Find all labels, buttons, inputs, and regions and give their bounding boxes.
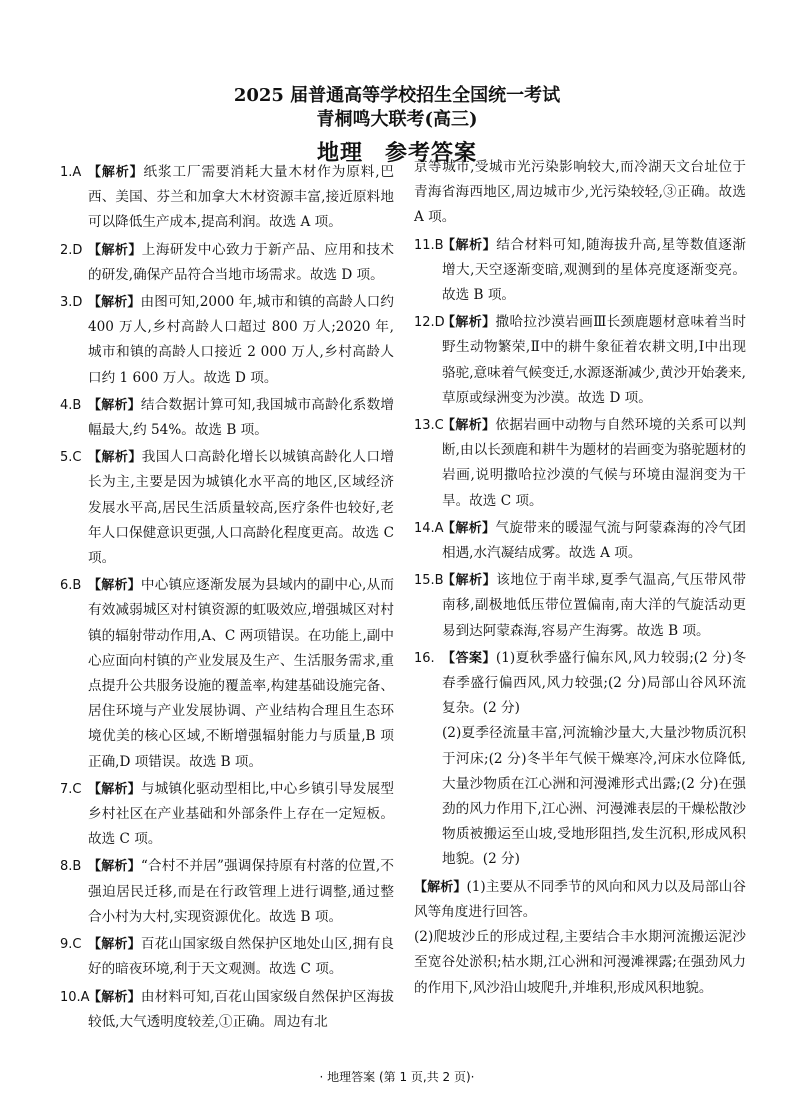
answer-part-2: (2)夏季径流量丰富,河流输沙量大,大量沙物质沉积于河床;(2 分)冬半年气候干燥寒冷,河床水位降低,大量沙物质在江心洲和河漫滩形式出露;(2 分)在强劲的风力作用下,江心洲、河漫滩表层的干燥松散沙物质被搬运至山坡,受地形阻挡,发生沉积,形成风积地貌。(2 分) <box>442 725 746 868</box>
answer-item <box>60 393 394 443</box>
analysis-tag: 【解析】 <box>88 397 141 413</box>
answer-item <box>414 310 746 411</box>
answer-item <box>60 777 394 853</box>
answer-text: 与城镇化驱动型相比,中心乡镇引导发展型乡村社区在产业基础和外部条件上存在一定短板。故选 C 项。 <box>88 780 394 848</box>
answer-text: 由材料可知,百花山国家级自然保护区海拔较低,大气透明度较差,①正确。周边有北 <box>88 988 394 1030</box>
analysis-tag: 【解析】 <box>88 989 141 1005</box>
question-number: 5.C <box>60 450 82 466</box>
question-number: 7.C <box>60 781 82 797</box>
answer-item <box>60 290 394 391</box>
analysis-16 <box>414 875 746 1001</box>
answer-item <box>60 932 394 982</box>
answer-text: 撒哈拉沙漠岩画Ⅲ长颈鹿题材意味着当时野生动物繁荣,Ⅱ中的耕牛象征着农耕文明,Ⅰ中出现骆驼,意味着气候变迁,水源逐渐减少,黄沙开始袭来,草原或绿洲变为沙漠。故选 D 项。 <box>442 314 746 406</box>
answer-text: 结合数据计算可知,我国城市高龄化系数增幅最大,约 54%。故选 B 项。 <box>88 396 394 439</box>
answer-text: 该地位于南半球,夏季气温高,气压带风带南移,副极地低压带位置偏南,南大洋的气旋活动更易到达阿蒙森海,容易产生海雾。故选 B 项。 <box>442 572 746 639</box>
analysis-text: (1)主要从不同季节的风向和风力以及局部山谷风等角度进行回答。 <box>414 878 746 920</box>
page-footer: · 地理答案 (第 1 页,共 2 页)· <box>319 1070 475 1084</box>
answer-item <box>414 516 746 566</box>
answer-item <box>414 233 746 309</box>
left-column <box>60 160 394 1037</box>
answer-text: 上海研发中心致力于新产品、应用和技术的研发,确保产品符合当地市场需求。故选 D 项。 <box>88 241 394 283</box>
analysis-part-2: (2)爬坡沙丘的形成过程,主要结合丰水期河流搬运泥沙至宽谷处淤积;枯水期,江心洲和河漫滩裸露;在强劲风力的作用下,风沙沿山坡爬升,并堆积,形成风积地貌。 <box>414 929 746 996</box>
right-column <box>414 155 746 1003</box>
question-number: 3.D <box>60 295 83 311</box>
analysis-tag: 【解析】 <box>88 295 141 311</box>
question-number: 14.A <box>414 520 444 536</box>
question-number: 13.C <box>414 418 444 434</box>
answer-text: (1)夏秋季盛行偏东风,风力较弱;(2 分)冬春季盛行偏西风,风力较强;(2 分)局部山谷风环流复杂。(2 分) <box>442 649 746 717</box>
answer-text: 由图可知,2000 年,城市和镇的高龄人口约 400 万人,乡村高龄人口超过 800 万人;2020 年,城市和镇的高龄人口接近 2 000 万人,乡村高龄人口约 1 600 万人。故选 D 项。 <box>88 294 394 386</box>
answer-text: 京等城市,受城市光污染影响较大,而冷湖天文台址位于青海省海西地区,周边城市少,光污染较轻,③正确。故选 A 项。 <box>414 159 746 226</box>
answer-item <box>414 413 746 514</box>
analysis-tag: 【解析】 <box>88 859 141 875</box>
answer-text: 纸浆工厂需要消耗大量木材作为原料,巴西、美国、芬兰和加拿大木材资源丰富,接近原料地可以降低生产成本,提高利润。故选 A 项。 <box>88 164 394 231</box>
answer-item-16 <box>414 646 746 873</box>
answer-text: 中心镇应逐渐发展为县域内的副中心,从而有效减弱城区对村镇资源的虹吸效应,增强城区对村镇的辐射带动作用,A、C 两项错误。在功能上,副中心应面向村镇的产业发展及生产、生活服务需求,重点提升公共服务设施的覆盖率,构建基础设施完备、居住环境与产业发展协调、产业结构合理且生态环境优美的核心区域,不断增强辐射能力与质量,B 项正确,D 项错误。故选 B 项。 <box>88 577 394 770</box>
answer-text: 结合材料可知,随海拔升高,星等数值逐渐增大,天空逐渐变暗,观测到的星体亮度逐渐变亮。故选 B 项。 <box>442 236 746 304</box>
analysis-tag: 【解析】 <box>442 237 497 253</box>
question-number: 9.C <box>60 937 82 953</box>
analysis-tag: 【解析】 <box>442 520 496 536</box>
question-number: 11.B <box>414 237 444 253</box>
answer-item <box>60 160 394 236</box>
exam-title: 2025 届普通高等学校招生全国统一考试 <box>233 85 561 106</box>
answer-text: “合村不并居”强调保持原有村落的位置,不强迫居民迁移,而是在行政管理上进行调整,通过整合小村为大村,实现资源优化。故选 B 项。 <box>88 858 394 925</box>
question-number: 2.D <box>60 242 83 258</box>
question-number: 8.B <box>60 859 82 875</box>
answer-item-continued <box>414 155 746 231</box>
answer-item <box>60 573 394 775</box>
answer-part-1 <box>442 646 746 722</box>
analysis-tag: 【解析】 <box>414 879 467 895</box>
question-number: 15.B <box>414 573 444 589</box>
answer-text: 依据岩画中动物与自然环境的关系可以判断,由以长颈鹿和耕牛为题材的岩画变为骆驼题材的岩画,说明撒哈拉沙漠的气候与环境由湿润变为干旱。故选 C 项。 <box>442 417 746 509</box>
analysis-tag: 【解析】 <box>88 165 144 180</box>
analysis-part-1 <box>414 875 746 925</box>
analysis-tag: 【解析】 <box>442 418 496 434</box>
question-number: 16. <box>414 650 435 666</box>
question-number: 10.A <box>60 989 90 1005</box>
doc-type: 参考答案 <box>385 140 478 166</box>
subject-name: 地理 <box>316 140 363 166</box>
question-number: 1.A <box>60 165 82 180</box>
analysis-tag: 【解析】 <box>88 937 141 953</box>
answer-text: 我国人口高龄化增长以城镇高龄化人口增长为主,主要是因为城镇化水平高的地区,区域经济发展水平高,居民生活质量较高,医疗条件也较好,老年人口保健意识更强,人口高龄化程度更高。故选 C 项。 <box>88 449 394 567</box>
answer-text: 气旋带来的暖湿气流与阿蒙森海的冷气团相遇,水汽凝结成雾。故选 A 项。 <box>442 519 746 562</box>
answer-tag: 【答案】 <box>442 650 496 666</box>
analysis-tag: 【解析】 <box>88 781 141 797</box>
answer-text: 百花山国家级自然保护区地处山区,拥有良好的暗夜环境,利于天文观测。故选 C 项。 <box>88 936 394 978</box>
exam-subtitle: 青桐鸣大联考(高三) <box>316 109 478 130</box>
analysis-tag: 【解析】 <box>442 573 497 589</box>
answer-item <box>60 854 394 930</box>
analysis-tag: 【解析】 <box>442 315 496 331</box>
answer-item <box>60 985 394 1035</box>
question-number: 4.B <box>60 397 82 413</box>
answer-item <box>60 445 394 571</box>
question-number: 12.D <box>414 315 445 331</box>
answer-item <box>414 568 746 644</box>
question-number: 6.B <box>60 578 82 594</box>
analysis-tag: 【解析】 <box>88 242 142 258</box>
analysis-tag: 【解析】 <box>88 450 142 466</box>
analysis-tag: 【解析】 <box>88 578 141 594</box>
answer-item <box>60 238 394 288</box>
